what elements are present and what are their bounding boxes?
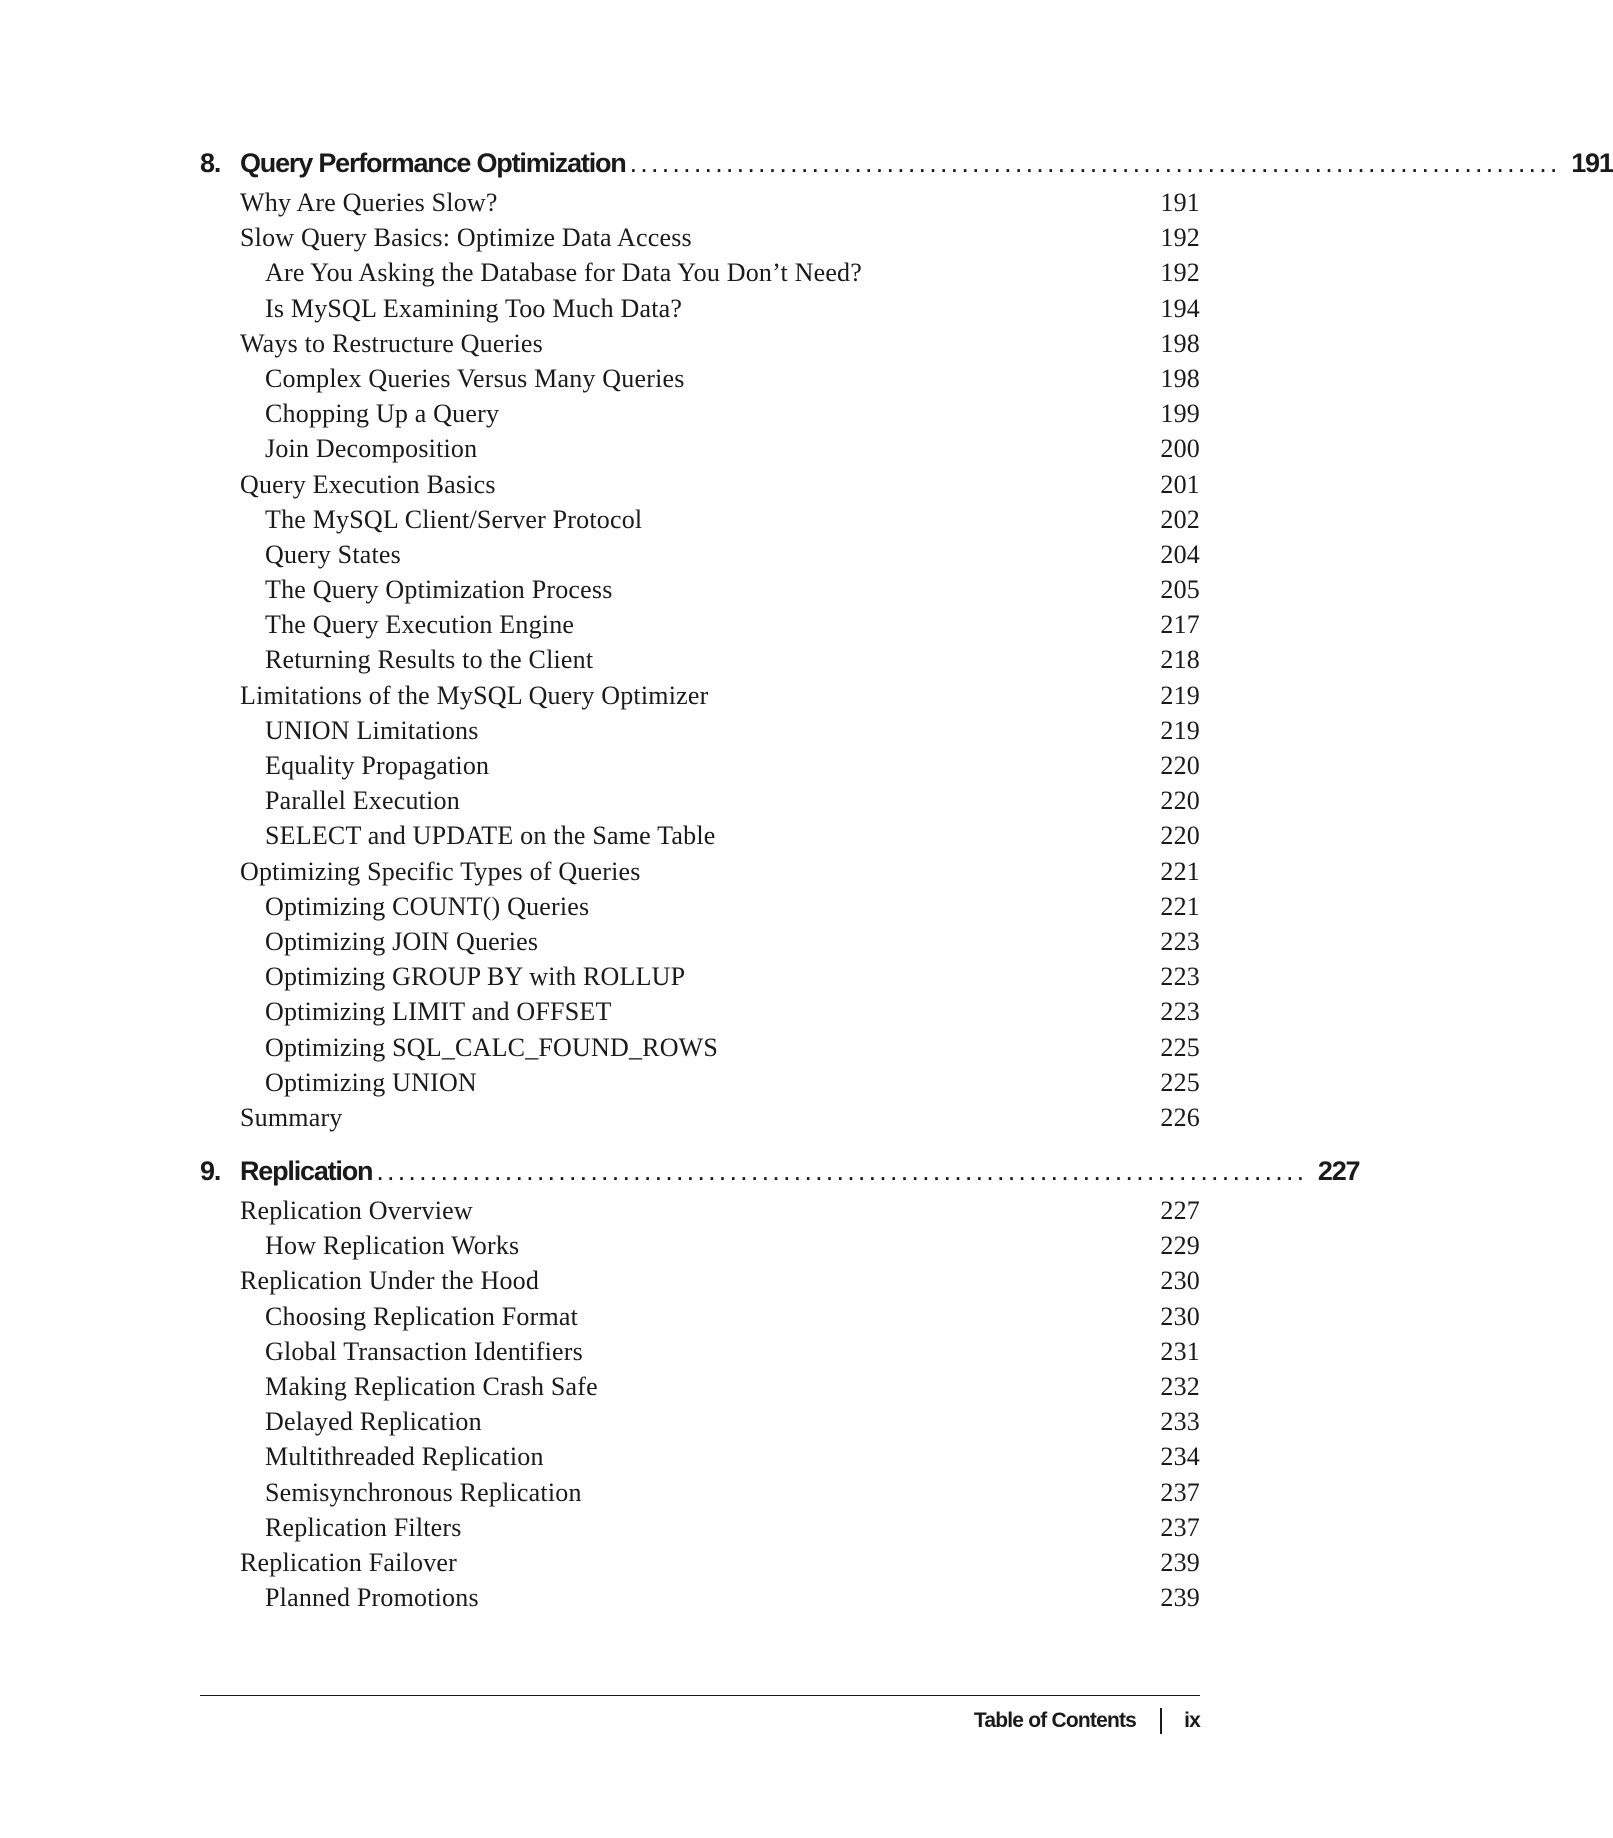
chapter-page-number: 191 [1571,148,1613,178]
chapter-title: Replication [240,1156,373,1187]
chapter-heading[interactable] [200,148,1613,188]
toc-entry[interactable] [200,1478,1200,1513]
toc-entry-title: Query Execution Basics [240,469,496,499]
toc-entry-title: Optimizing JOIN Queries [265,926,539,956]
toc-entry-title: Optimizing LIMIT and OFFSET [265,997,612,1027]
footer-rule [200,1695,1200,1696]
toc-entry-title: Semisynchronous Replication [265,1477,582,1507]
toc-entry-page: 198 [1160,363,1200,393]
footer-section-title: Table of Contents [973,1709,1137,1732]
toc-entry-page: 219 [1160,715,1200,745]
dot-leader: ....................................................................................... [629,148,1561,178]
toc-entry[interactable] [200,1583,1200,1618]
toc-entry-page: 220 [1160,821,1200,851]
toc-entry-page: 221 [1160,891,1200,921]
toc-entry-page: 219 [1160,680,1200,710]
dot-leader: ....................................................................................... [376,1156,1308,1187]
toc-entry-page: 217 [1160,610,1200,640]
toc-entry[interactable] [200,1196,1200,1231]
toc-entry[interactable] [200,399,1200,434]
toc-entry[interactable] [200,364,1200,399]
toc-entry-page: 200 [1160,434,1200,464]
toc-entry-page: 220 [1160,786,1200,816]
toc-entry-title: Ways to Restructure Queries [240,328,543,358]
toc-entry-title: Is MySQL Examining Too Much Data? [265,293,683,323]
toc-entry[interactable] [200,1513,1200,1548]
toc-entry[interactable] [200,821,1200,856]
toc-entry-title: Slow Query Basics: Optimize Data Access [240,223,692,253]
toc-entry-page: 199 [1160,399,1200,429]
toc-entry-title: Optimizing COUNT() Queries [265,891,590,921]
toc-entry-page: 233 [1160,1407,1200,1437]
toc-entry[interactable] [200,786,1200,821]
toc-entry-title: Summary [240,1102,343,1132]
toc-entry[interactable] [200,258,1200,293]
toc-entry-title: How Replication Works [265,1231,520,1261]
toc-entry-title: Limitations of the MySQL Query Optimizer [240,680,709,710]
toc-entry-title: Global Transaction Identifiers [265,1336,583,1366]
toc-entry-page: 225 [1160,1067,1200,1097]
toc-entry-page: 230 [1160,1301,1200,1331]
toc-entry-page: 230 [1160,1266,1200,1296]
toc-entry-page: 192 [1160,223,1200,253]
toc-entry[interactable] [200,1266,1200,1301]
toc-entry-page: 205 [1160,575,1200,605]
toc-entry-page: 218 [1160,645,1200,675]
toc-entry[interactable] [200,610,1200,645]
toc-entry-title: Optimizing GROUP BY with ROLLUP [265,962,686,992]
toc-entry-page: 223 [1160,997,1200,1027]
toc-entry-title: Choosing Replication Format [265,1301,579,1331]
toc-entry-page: 229 [1160,1231,1200,1261]
toc-entry[interactable] [200,962,1200,997]
toc-entry-title: Chopping Up a Query [265,399,500,429]
toc-entry[interactable] [200,1372,1200,1407]
toc-entry[interactable] [200,505,1200,540]
toc-entry[interactable] [200,1103,1200,1138]
toc-entry[interactable] [200,1442,1200,1477]
footer-page-number: ix [1184,1709,1200,1732]
toc-entry[interactable] [200,1548,1200,1583]
toc-entry-title: Returning Results to the Client [265,645,594,675]
toc-entry-page: 204 [1160,539,1200,569]
toc-entry-title: Complex Queries Versus Many Queries [265,363,685,393]
toc-entry[interactable] [200,1337,1200,1372]
toc-entry-page: 194 [1160,293,1200,323]
toc-entry[interactable] [200,1068,1200,1103]
toc-entry-title: The Query Optimization Process [265,575,613,605]
chapter [200,148,1613,1138]
toc-entry-title: Optimizing SQL_CALC_FOUND_ROWS [265,1032,719,1062]
toc-entry-page: 239 [1160,1547,1200,1577]
toc-entry-page: 232 [1160,1372,1200,1401]
toc-entry[interactable] [200,575,1200,610]
toc-entry[interactable] [200,329,1200,364]
table-of-contents [200,148,1613,1618]
toc-entry-page: 191 [1160,188,1200,217]
toc-entry-page: 202 [1160,504,1200,534]
toc-entry-page: 227 [1160,1196,1200,1226]
toc-entry-title: Optimizing Specific Types of Queries [240,856,641,886]
chapter-heading[interactable] [200,1156,1360,1196]
toc-entry[interactable] [200,716,1200,751]
toc-entry-page: 223 [1160,926,1200,956]
toc-entry[interactable] [200,1231,1200,1266]
toc-entry[interactable] [200,223,1200,258]
toc-entry[interactable] [200,540,1200,575]
toc-entry-title: Why Are Queries Slow? [240,188,498,217]
page-footer [974,1708,1200,1734]
toc-entry-title: UNION Limitations [265,715,479,745]
toc-entry-title: Replication Failover [240,1547,458,1577]
toc-entry-page: 231 [1160,1336,1200,1366]
toc-entry[interactable] [200,294,1200,329]
toc-entry-page: 221 [1160,856,1200,886]
chapter-page-number: 227 [1317,1156,1360,1187]
toc-entry-title: Planned Promotions [265,1583,479,1613]
toc-entry-page: 220 [1160,751,1200,780]
footer-separator [1160,1708,1162,1734]
toc-entry[interactable] [200,1033,1200,1068]
toc-entry[interactable] [200,188,1200,223]
toc-entry-title: SELECT and UPDATE on the Same Table [265,821,716,851]
toc-entry[interactable] [200,1302,1200,1337]
toc-entry-title: Replication Overview [240,1196,473,1226]
chapter-number: 8. [200,148,221,178]
toc-entry-page: 192 [1160,258,1200,288]
toc-entry-title: Query States [265,539,401,569]
toc-entry-page: 201 [1160,469,1200,499]
chapter-number: 9. [200,1156,221,1187]
toc-entry-page: 237 [1160,1477,1200,1507]
toc-list [200,148,1613,1618]
toc-entry-title: Making Replication Crash Safe [265,1372,598,1401]
toc-entry-page: 239 [1160,1583,1200,1613]
toc-entry-page: 198 [1160,328,1200,358]
toc-entry-title: Replication Filters [265,1512,462,1542]
toc-entry-title: The Query Execution Engine [265,610,575,640]
toc-entry[interactable] [200,470,1200,505]
toc-entry-title: Delayed Replication [265,1407,482,1437]
toc-entry[interactable] [200,927,1200,962]
toc-entry-page: 234 [1160,1442,1200,1472]
toc-entry[interactable] [200,892,1200,927]
toc-entry-title: Join Decomposition [265,434,478,464]
chapter [200,1156,1360,1618]
toc-entry[interactable] [200,681,1200,716]
toc-entry-page: 225 [1160,1032,1200,1062]
toc-entry[interactable] [200,997,1200,1032]
toc-entry-page: 223 [1160,962,1200,992]
toc-entry[interactable] [200,645,1200,680]
toc-entry[interactable] [200,751,1200,786]
toc-entry-title: Parallel Execution [265,786,460,816]
toc-entry-page: 226 [1160,1102,1200,1132]
toc-entry[interactable] [200,857,1200,892]
toc-entry-page: 237 [1160,1512,1200,1542]
toc-entry-title: Equality Propagation [265,751,490,780]
toc-entry[interactable] [200,1407,1200,1442]
toc-entry-title: Replication Under the Hood [240,1266,540,1296]
chapter-title: Query Performance Optimization [240,148,626,178]
toc-entry-title: Are You Asking the Database for Data You Don’t Need? [265,258,862,288]
toc-entry-title: Optimizing UNION [265,1067,477,1097]
toc-entry-title: The MySQL Client/Server Protocol [265,504,643,534]
toc-entry-title: Multithreaded Replication [265,1442,544,1472]
toc-entry[interactable] [200,434,1200,469]
